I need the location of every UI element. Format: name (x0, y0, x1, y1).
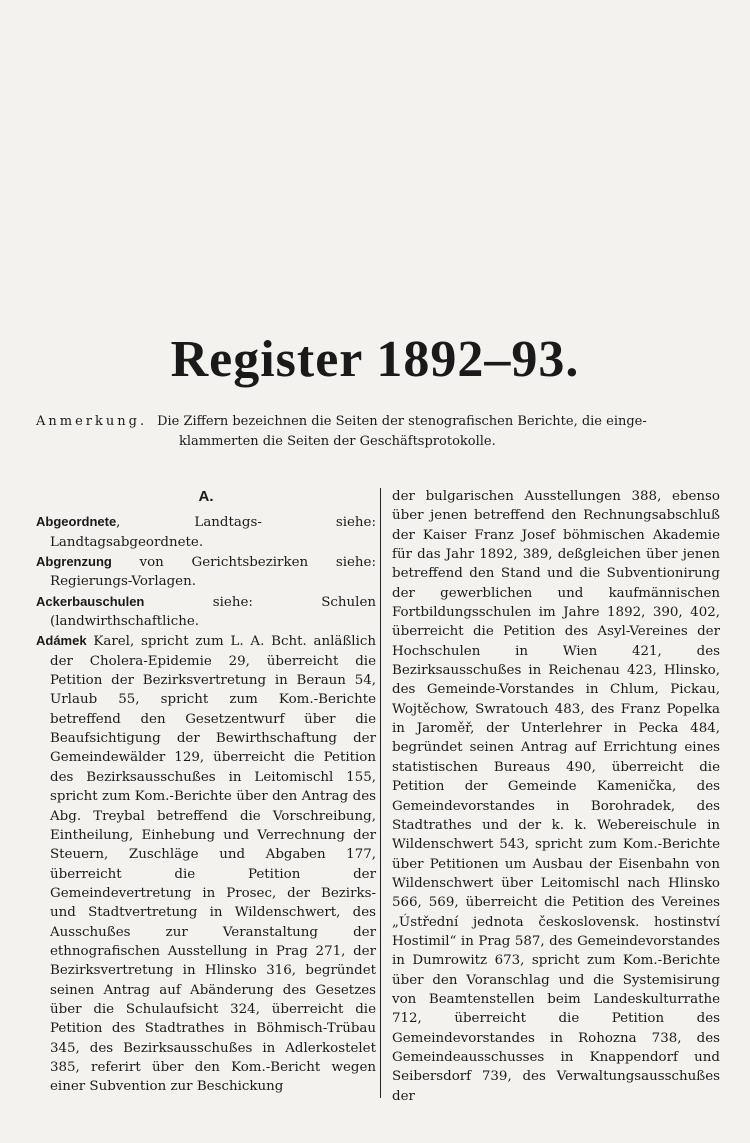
annotation-note (36, 412, 706, 452)
note-label: Anmerkung. (36, 414, 148, 429)
left-column (36, 487, 376, 1097)
page-title: Register 1892–93. (170, 331, 580, 388)
note-text-line1: Die Ziffern bezeichnen die Seiten der stenografischen Berichte, die einge- (157, 414, 647, 429)
index-entry (36, 512, 376, 552)
entry-text: Karel, spricht zum L. A. Bcht. anläßlich der Cholera-Epidemie 29, überreicht die Petition der Bezirksvertretung in Beraun 54, Urlaub 55, spricht zum Kom.-Berichte betreffend den Gesetzentwurf über die Beaufsichtigung der Bewirthschaftung der Gemeindewälder 129, überreicht die Petition des Bezirksausschußes in Leitomischl 155, spricht zum Kom.-Berichte über den Antrag des Abg. Treybal betreffend die Vorschreibung, Eintheilung, Einhebung und Verrechnung der Steuern, Zuschläge und Abgaben 177, überreicht die Petition der Gemeindevertretung in Prosec, der Bezirks- und Stadtvertretung in Wildenschwert, des Ausschußes zur Veranstaltung der ethnografischen Ausstellung in Prag 271, der Bezirksvertretung in Hlinsko 316, begründet seinen Antrag auf Abänderung des Gesetzes über die Schulaufsicht 324, überreicht die Petition des Stadtrathes in Böhmisch-Trübau 345, des Bezirksausschußes in Adlerkostelet 385, referirt über den Kom.-Bericht wegen einer Subvention zur Beschickung (50, 634, 376, 1095)
entry-text: von Gerichtsbezirken siehe: Regierungs-Vorlagen. (50, 555, 376, 590)
entry-text: siehe: Schulen (landwirthschaftliche. (50, 594, 376, 630)
index-entry (36, 592, 376, 632)
entry-text: , Landtags- siehe: Landtagsabgeordnete. (50, 515, 376, 550)
index-entry (36, 631, 376, 1096)
continued-entry-text: der bulgarischen Ausstellungen 388, ebenso über jenen betreffend den Rechnungsabschluß der Kaiser Franz Josef böhmischen Akademie für das Jahr 1892, 389, deßgleichen über jenen betreffend den Stand und die Subventionirung der gewerblichen und kaufmännischen Fortbildungsschulen im Jahre 1892, 390, 402, überreicht die Petition des Asyl-Vereines der Hochschulen in Wien 421, des Bezirksausschußes in Reichenau 423, Hlinsko, des Gemeinde-Vorstandes in Chlum, Pickau, Wojtěchow, Swratouch 483, des Franz Popelka in Jaroměř, der Unterlehrer in Pecka 484, begründet seinen Antrag auf Errichtung eines statistischen Bureaus 490, überreicht die Petition der Gemeinde Kamenička, des Gemeindevorstandes in Borohradek, des Stadtrathes und der k. k. Webereischule in Wildenschwert 543, spricht zum Kom.-Berichte über Petitionen um Ausbau der Eisenbahn von Wildenschwert über Leitomischl nach Hlinsko 566, 569, überreicht die Petition des Vereines „Ústřední jednota československ. hostinství Hostimil“ in Prag 587, des Gemeindevorstandes in Dumrowitz 673, spricht zum Kom.-Berichte über den Voranschlag und die Systemisirung von Beamtenstellen beim Landeskulturrathe 712, überreicht die Petition des Gemeindevorstandes in Rohozna 738, des Gemeindeausschusses in Knappendorf und Seibersdorf 739, des Verwaltungsausschußes der (392, 489, 720, 1104)
index-entry (36, 552, 376, 592)
entry-head: Adámek (36, 633, 87, 649)
column-divider (380, 488, 381, 1098)
note-text-line2: klammerten die Seiten der Geschäftsprotokolle. (179, 434, 496, 449)
right-column (392, 487, 720, 1106)
entry-head: Abgeordnete (36, 514, 117, 530)
entry-head: Ackerbauschulen (36, 593, 145, 609)
entry-head: Abgrenzung (36, 554, 112, 570)
section-letter: A. (198, 488, 214, 505)
